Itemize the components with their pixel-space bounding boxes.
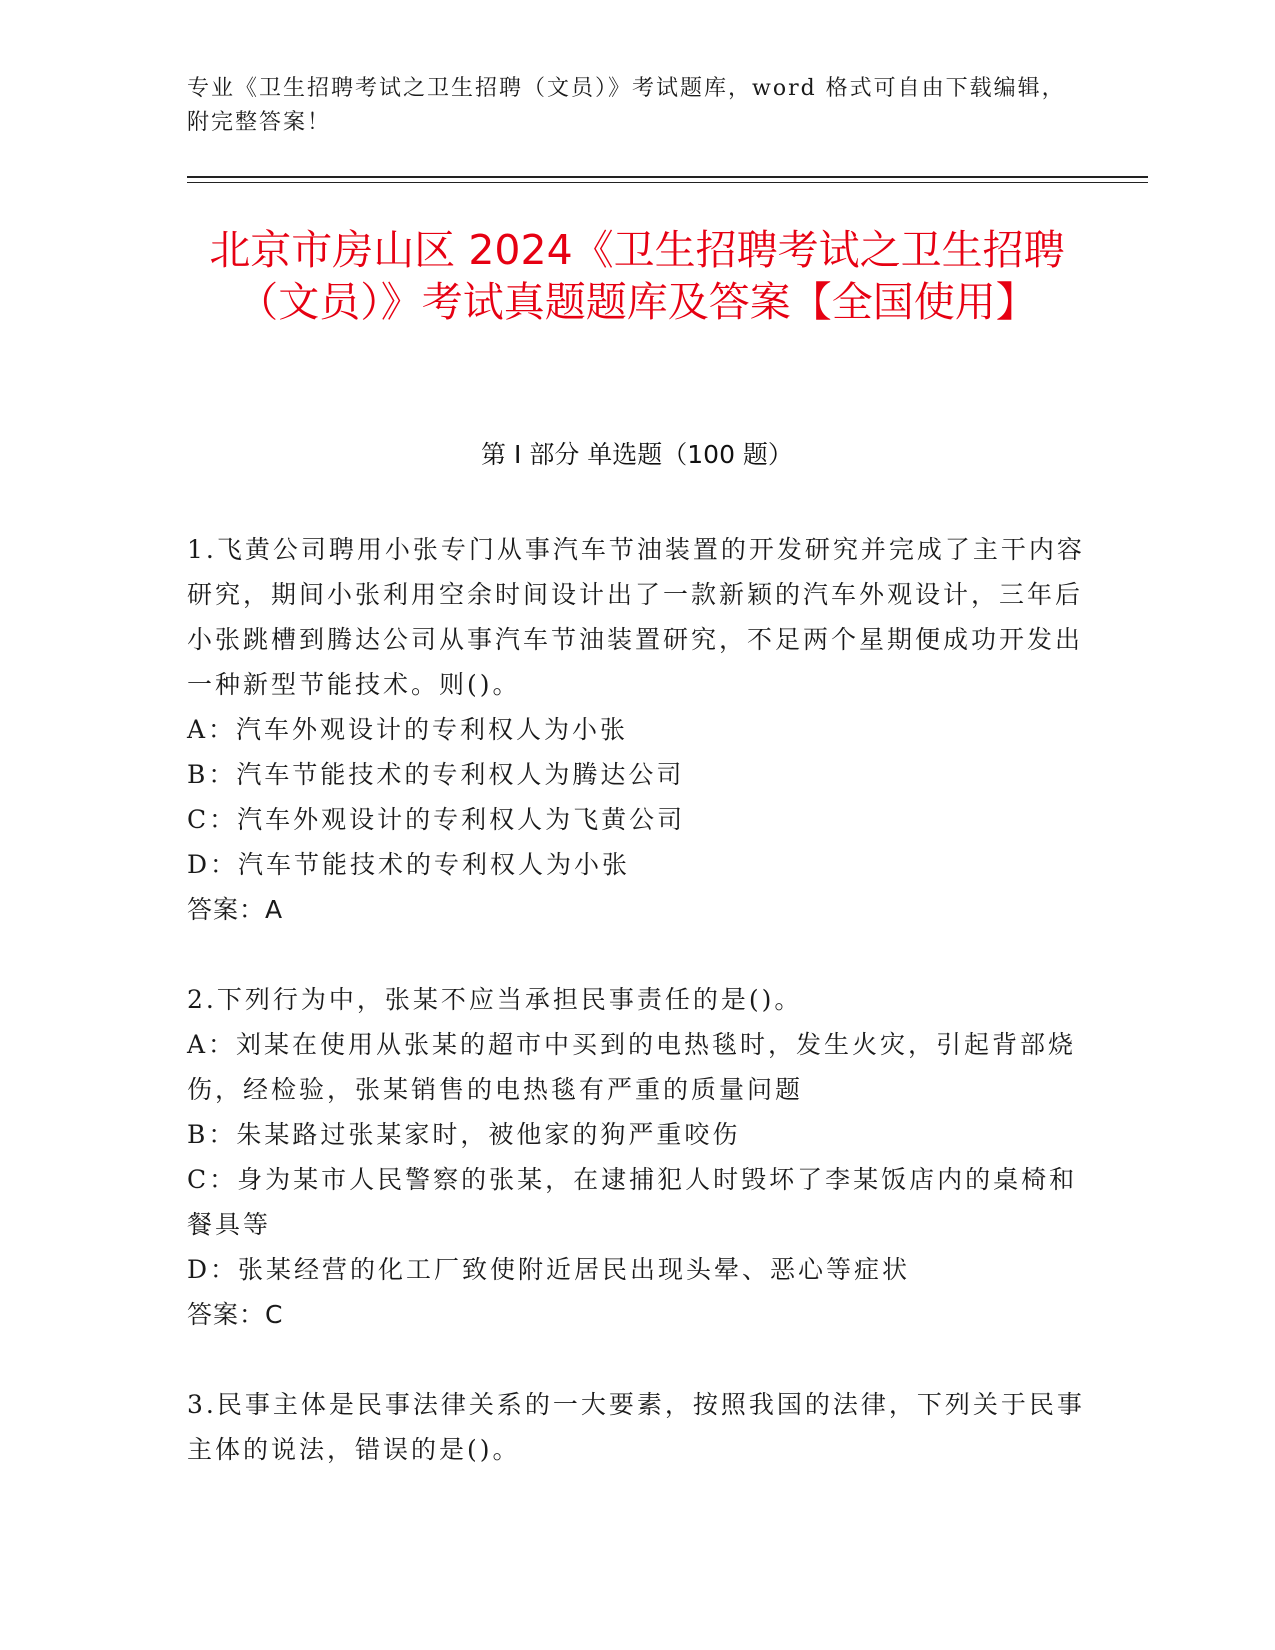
option-b: B：汽车节能技术的专利权人为腾达公司 [187,760,685,789]
answer: 答案：A [187,895,284,924]
answer: 答案：C [187,1300,284,1329]
question-3 [187,1382,1087,1472]
question-list [187,527,1087,1517]
question-stem: 2.下列行为中，张某不应当承担民事责任的是()。 [187,985,803,1014]
header-divider-thin [187,182,1148,183]
header-divider-thick [187,176,1148,178]
question-stem: 3.民事主体是民事法律关系的一大要素，按照我国的法律，下列关于民事主体的说法，错误的是()。 [187,1390,1085,1464]
header-note: 专业《卫生招聘考试之卫生招聘（文员）》考试题库，word 格式可自由下载编辑，附完整答案！ [187,76,1066,135]
question-stem: 1.飞黄公司聘用小张专门从事汽车节油装置的开发研究并完成了主干内容研究，期间小张利用空余时间设计出了一款新颖的汽车外观设计，三年后小张跳槽到腾达公司从事汽车节油装置研究，不足两个星期便成功开发出一种新型节能技术。则()。 [187,535,1085,699]
document-title: 北京市房山区 2024《卫生招聘考试之卫生招聘（文员）》考试真题题库及答案【全国使用】 [209,226,1065,326]
section-title: 第 I 部分 单选题（100 题） [481,440,793,469]
question-1 [187,527,1087,932]
option-a: A：汽车外观设计的专利权人为小张 [187,715,629,744]
question-2 [187,977,1087,1337]
option-a: A：刘某在使用从张某的超市中买到的电热毯时，发生火灾，引起背部烧伤，经检验，张某销售的电热毯有严重的质量问题 [187,1030,1077,1104]
option-b: B：朱某路过张某家时，被他家的狗严重咬伤 [187,1120,741,1149]
option-d: D：张某经营的化工厂致使附近居民出现头晕、恶心等症状 [187,1255,911,1284]
option-c: C：身为某市人民警察的张某，在逮捕犯人时毁坏了李某饭店内的桌椅和餐具等 [187,1165,1078,1239]
option-d: D：汽车节能技术的专利权人为小张 [187,850,631,879]
option-c: C：汽车外观设计的专利权人为飞黄公司 [187,805,686,834]
